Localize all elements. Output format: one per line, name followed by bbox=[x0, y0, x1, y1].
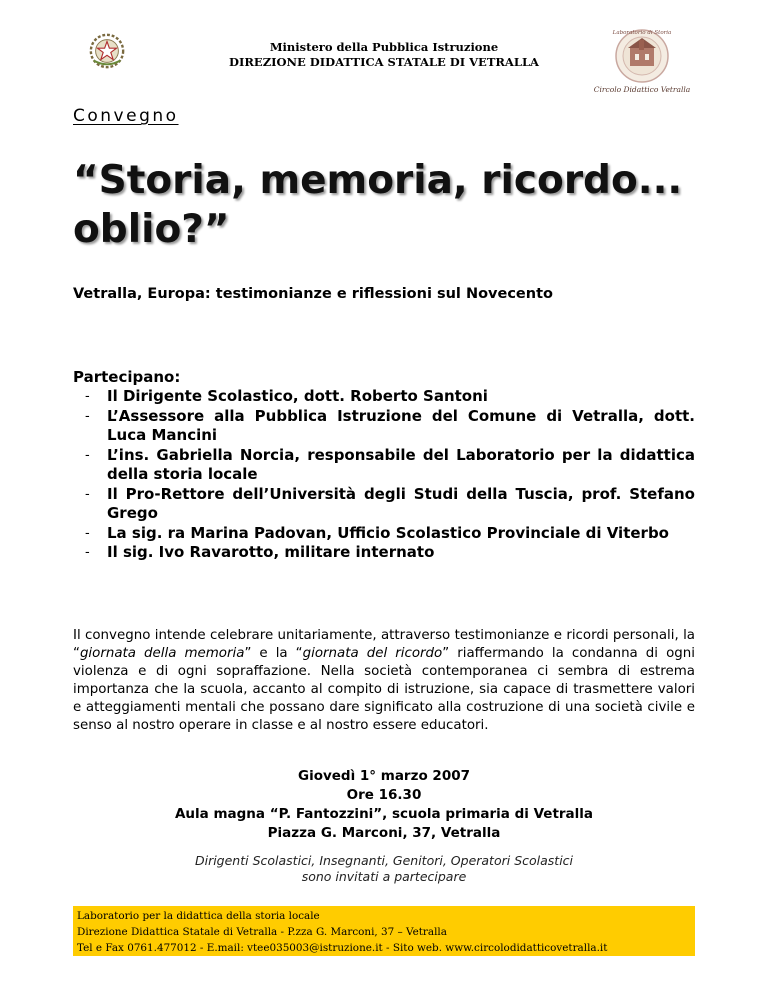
footer-address: Direzione Didattica Statale di Vetralla - P.zza G. Marconi, 37 – Vetralla bbox=[77, 926, 447, 938]
footer-contact-box bbox=[73, 906, 695, 956]
description-paragraph: Il convegno intende celebrare unitariamente, attraverso testimonianze e ricordi personali, la “giornata della memoria” e la “giornata del ricordo” riaffermando la condanna di ogni violenza e di ogni sopraffazione. Nella società contemporanea ci sembra di estrema importanza che la scuola, accanto al compito di istruzione, sia capace di trasmettere valori e atteggiamenti mentali che possano dare significato alla costruzione di una società civile e senso al nostro operare in classe e al nostro essere educatori. bbox=[73, 628, 695, 733]
invite-note: Dirigenti Scolastici, Insegnanti, Genitori, Operatori Scolastici sono invitati a partecipare bbox=[194, 853, 574, 884]
list-item: - Il Dirigente Scolastico, dott. Roberto Santoni bbox=[85, 387, 488, 405]
logo-arc-text: Laboratorio di Storia bbox=[612, 30, 672, 36]
event-details bbox=[0, 767, 768, 843]
footer-contacts: Tel e Fax 0761.477012 - E.mail: vtee035003@istruzione.it - Sito web. www.circolodidatticovetralla.it bbox=[77, 942, 608, 954]
header-ministry: Ministero della Pubblica Istruzione bbox=[269, 40, 499, 54]
event-time: Ore 16.30 bbox=[346, 787, 422, 803]
list-item: - L’ins. Gabriella Norcia, responsabile del Laboratorio per la didattica della storia locale bbox=[85, 445, 695, 483]
circolo-didattico-logo-icon bbox=[593, 26, 691, 96]
header-direction: DIREZIONE DIDATTICA STATALE DI VETRALLA bbox=[229, 55, 539, 69]
list-item: - Il sig. Ivo Ravarotto, militare internato bbox=[85, 543, 435, 561]
subtitle: Vetralla, Europa: testimonianze e riflessioni sul Novecento bbox=[73, 286, 553, 302]
list-item: - Il Pro-Rettore dell’Università degli Studi della Tuscia, prof. Stefano Grego bbox=[85, 484, 695, 522]
event-date: Giovedì 1° marzo 2007 bbox=[297, 768, 470, 784]
event-address: Piazza G. Marconi, 37, Vetralla bbox=[267, 825, 501, 841]
footer-lab: Laboratorio per la didattica della storia locale bbox=[77, 910, 320, 922]
participants-list bbox=[73, 387, 695, 563]
list-item: - L’Assessore alla Pubblica Istruzione del Comune di Vetralla, dott. Luca Mancini bbox=[85, 406, 695, 444]
convegno-label: Convegno bbox=[73, 106, 179, 126]
participants-label: Partecipano: bbox=[73, 368, 181, 386]
event-venue: Aula magna “P. Fantozzini”, scuola primaria di Vetralla bbox=[174, 806, 594, 822]
list-item: - La sig. ra Marina Padovan, Ufficio Scolastico Provinciale di Viterbo bbox=[85, 523, 669, 542]
logo-caption: Circolo Didattico Vetralla bbox=[593, 85, 691, 94]
page-title: “Storia, memoria, ricordo... oblio?” bbox=[73, 158, 683, 252]
